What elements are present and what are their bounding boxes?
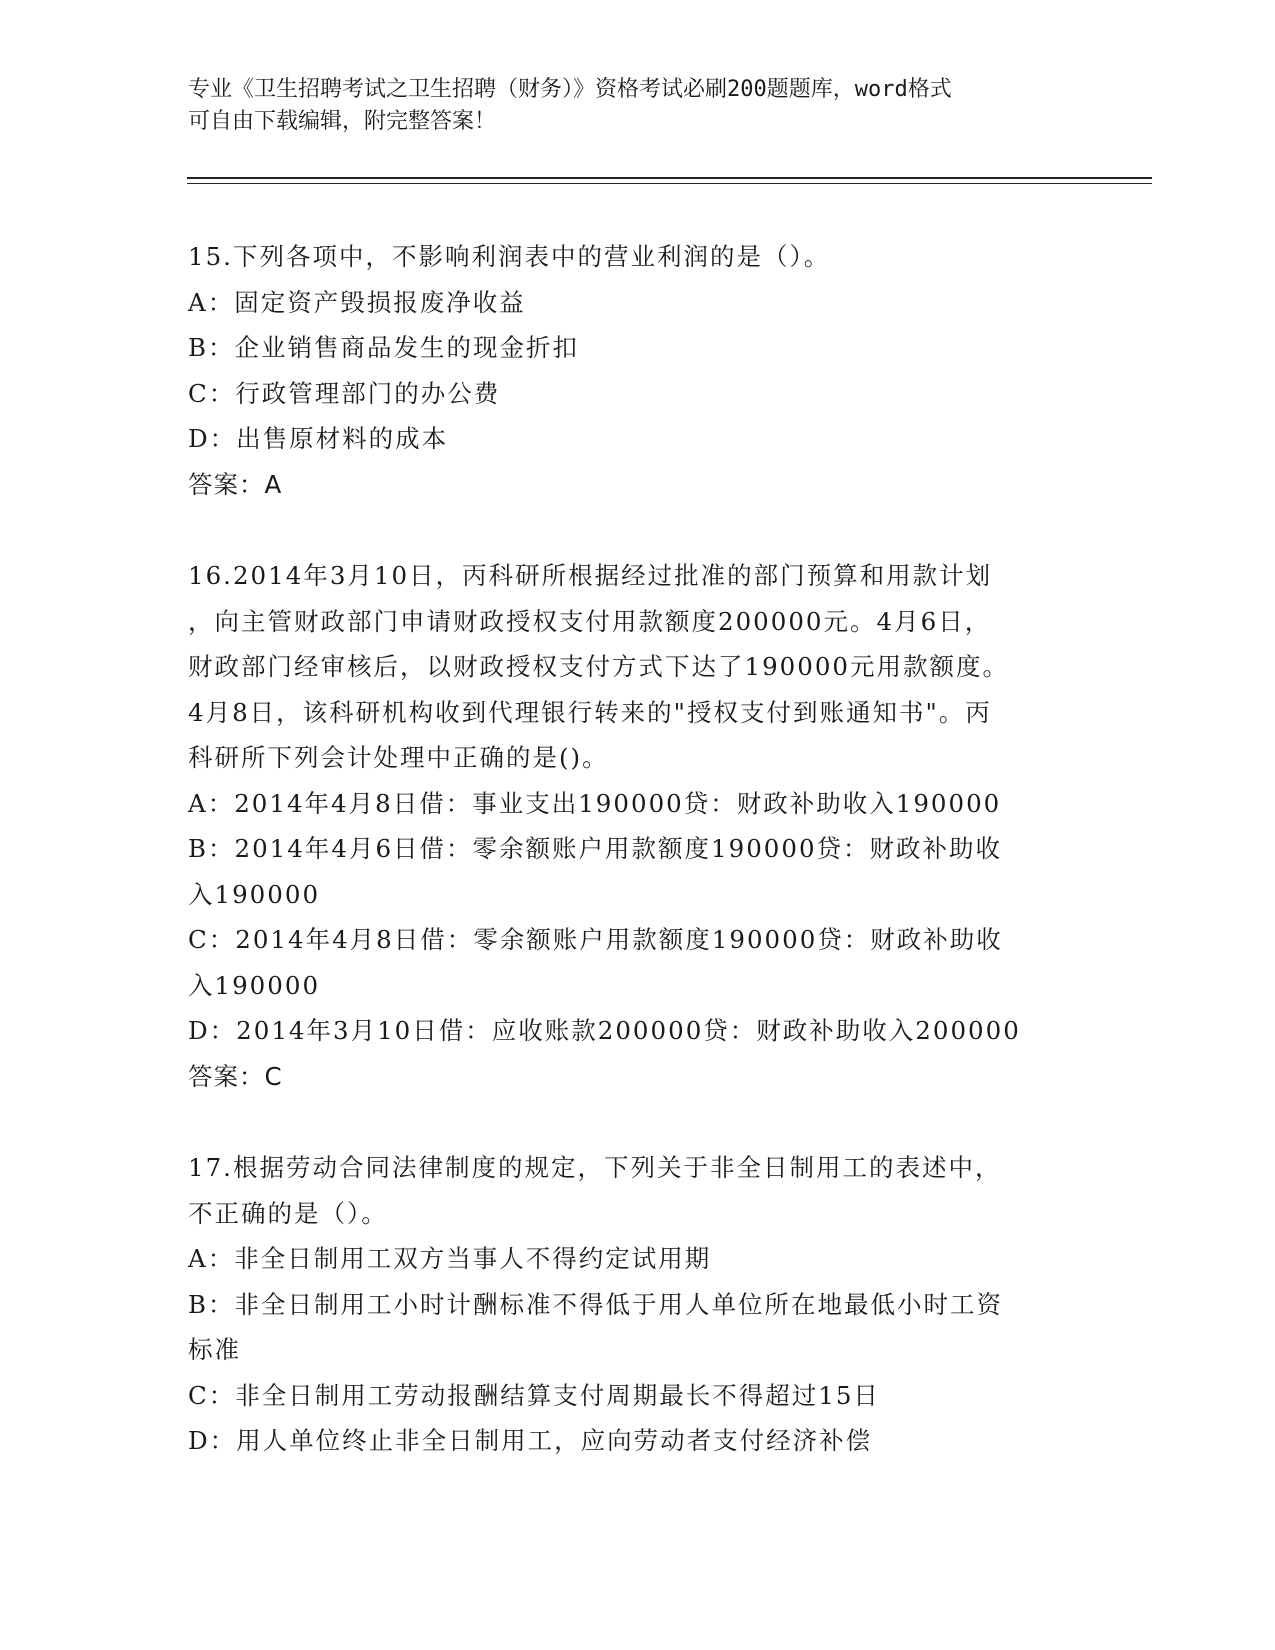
- option-b-continued: 标准: [188, 1335, 241, 1364]
- option-b: B：非全日制用工小时计酬标准不得低于用人单位所在地最低小时工资: [188, 1289, 1004, 1319]
- option-a: A：非全日制用工双方当事人不得约定试用期: [188, 1244, 712, 1273]
- answer-label: 答案：C: [188, 1061, 283, 1091]
- option-d: D：2014年3月10日借：应收账款200000贷：财政补助收入200000: [188, 1016, 1021, 1045]
- question-stem: 财政部门经审核后，以财政授权支付方式下达了190000元用款额度。: [188, 652, 1010, 681]
- question-stem: 科研所下列会计处理中正确的是()。: [188, 743, 609, 772]
- question-16: [188, 553, 1088, 1099]
- option-b-continued: 入190000: [188, 879, 321, 909]
- question-stem: 17.根据劳动合同法律制度的规定，下列关于非全日制用工的表述中，: [188, 1153, 1002, 1182]
- option-c: C：行政管理部门的办公费: [188, 378, 501, 408]
- question-17: [188, 1145, 1088, 1464]
- document-header: [188, 74, 1068, 138]
- question-stem: 4月8日，该科研机构收到代理银行转来的"授权支付到账通知书"。丙: [188, 697, 992, 727]
- option-c-continued: 入190000: [188, 970, 321, 1000]
- header-divider-thin: [187, 183, 1152, 184]
- question-list: [188, 234, 1088, 1464]
- option-c: C：非全日制用工劳动报酬结算支付周期最长不得超过15日: [188, 1380, 880, 1410]
- header-divider-thick: [187, 177, 1152, 179]
- question-stem: 16.2014年3月10日，丙科研所根据经过批准的部门预算和用款计划: [188, 561, 993, 590]
- option-b: B：2014年4月6日借：零余额账户用款额度190000贷：财政补助收: [188, 834, 1003, 863]
- question-stem: ，向主管财政部门申请财政授权支付用款额度200000元。4月6日，: [188, 606, 992, 636]
- question-15: [188, 234, 1088, 507]
- option-a: A：2014年4月8日借：事业支出190000贷：财政补助收入190000: [188, 788, 1002, 818]
- question-stem: 不正确的是（）。: [188, 1198, 388, 1228]
- option-b: B：企业销售商品发生的现金折扣: [188, 333, 580, 362]
- header-line: 专业《卫生招聘考试之卫生招聘（财务）》资格考试必刷200题题库，word格式: [188, 77, 952, 102]
- option-a: A：固定资产毁损报废净收益: [188, 287, 526, 317]
- question-stem: 15.下列各项中，不影响利润表中的营业利润的是（）。: [188, 242, 831, 271]
- option-d: D：用人单位终止非全日制用工，应向劳动者支付经济补偿: [188, 1426, 873, 1455]
- option-d: D：出售原材料的成本: [188, 424, 449, 453]
- header-line: 可自由下载编辑，附完整答案！: [188, 109, 497, 134]
- option-c: C：2014年4月8日借：零余额账户用款额度190000贷：财政补助收: [188, 925, 1003, 954]
- answer-label: 答案：A: [188, 469, 283, 499]
